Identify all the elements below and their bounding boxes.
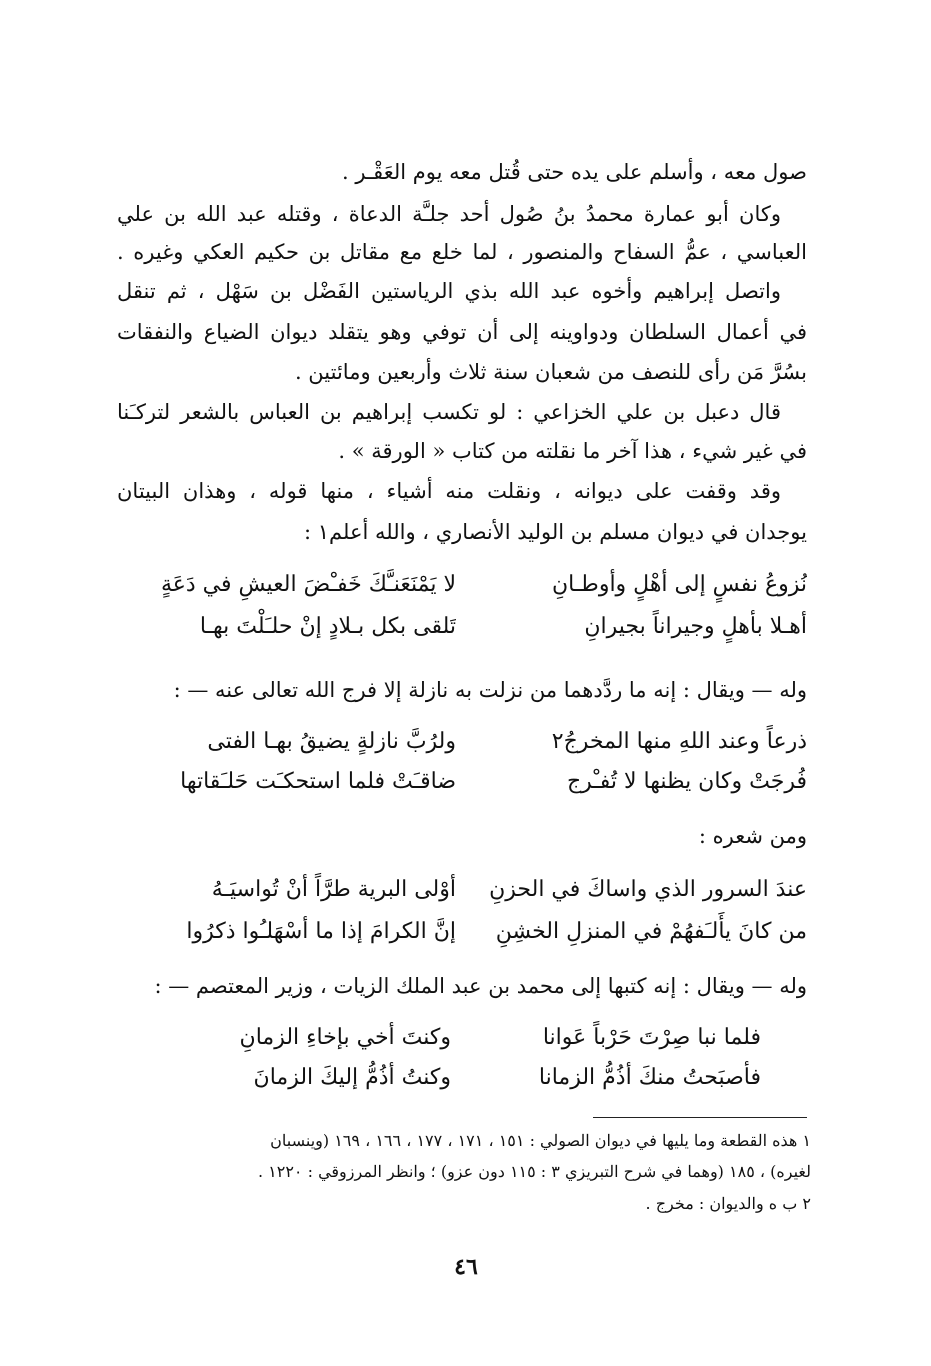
footnote-line: ١ هذه القطعة وما يليها في ديوان الصولي : ١٥١ ، ١٧١ ، ١٧٧ ، ١٦٦ ، ١٦٩ (وينسبان [270, 1131, 811, 1150]
verse-introduction: ومن شعره : [698, 824, 807, 848]
verse-first-hemistich: إنَّ الكرامَ إذا ما أسْهَلـُوا ذكرُوا [186, 919, 456, 944]
verse-second-hemistich: أهـلا بأهلٍ وجيراناً بجيرانِ [584, 614, 807, 639]
verse-introduction: وله — ويقال : إنه ما ردَّدهما من نزلت به نازلة إلا فرج الله تعالى عنه — : [173, 678, 807, 702]
body-line: وقد وقفت على ديوانه ، ونقلت منه أشياء ، منها قوله ، وهذان البيتان [117, 479, 781, 503]
footnote-separator [593, 1117, 807, 1118]
body-line: بسُرَّ مَن رأى للنصف من شعبان سنة ثلاث وأربعين ومائتين . [294, 360, 807, 384]
verse-first-hemistich: لا يَمْنَعَنـَّكَ خَفـْضَ العيشِ في دَعَةٍ [160, 572, 456, 597]
verse-second-hemistich: فأصبَحتُ منكَ أذُمُّ الزمانا [538, 1065, 761, 1090]
verse-second-hemistich: فلما نبا صِرْتَ حَرْباً عَوانا [542, 1025, 761, 1050]
verse-first-hemistich: أوْلى البرية طرَّاً أنْ تُواسيَـهُ [211, 877, 456, 902]
page-number: ٤٦ [454, 1254, 478, 1280]
body-line: يوجدان في ديوان مسلم بن الوليد الأنصاري ، والله أعلم١ : [303, 520, 807, 544]
footnote-line: ٢ ب ه والديوان : مخرج . [645, 1194, 811, 1213]
verse-introduction: وله — ويقال : إنه كتبها إلى محمد بن عبد الملك الزيات ، وزير المعتصم — : [154, 974, 807, 998]
body-line: وكان أبو عمارة محمدُ بنُ صُول أحد جلـَّة الدعاة ، وقتله عبد الله بن علي [117, 202, 781, 226]
body-line: واتصل إبراهيم وأخوه عبد الله بذي الرياستين الفَضْل بن سَهْل ، ثم تنقل [117, 279, 781, 303]
verse-second-hemistich: من كانَ يأَلـَفهُمْ في المنزلِ الخشِنِ [495, 919, 807, 944]
verse-first-hemistich: تَلقى بكل بـلادٍ إنْ حلـَلْتَ بهـا [199, 614, 456, 639]
verse-first-hemistich: ولرُبَّ نازلةٍ يضيقُ بهـا الفتى [207, 729, 456, 754]
body-line: في أعمال السلطان ودواوينه إلى أن توفي وهو يتقلد ديوان الضياع والنفقات [117, 320, 807, 344]
verse-first-hemistich: وكنتُ أذُمُّ إليكَ الزمانَ [253, 1065, 451, 1090]
body-line: العباسي ، عمُّ السفاح والمنصور ، لما خلع مع مقاتل بن حكيم العكي وغيره . [117, 240, 807, 264]
verse-second-hemistich: فُرجَتْ وكان يظنها لا تُفـْرج [566, 769, 807, 794]
verse-second-hemistich: عندَ السرور الذي واساكَ في الحزنِ [489, 877, 807, 902]
footnote-line: لغيره) ، ١٨٥ (وهما في شرح التبريزي ٣ : ١١٥ دون عزو) ؛ وانظر المرزوقي : ١٢٢٠ . [257, 1162, 811, 1181]
verse-second-hemistich: نُزوعُ نفسٍ إلى أهْلٍ وأوطـانِ [552, 572, 807, 597]
verse-first-hemistich: ضاقـَتْ فلما استحكـَت حَلـَقاتها [180, 769, 456, 794]
verse-second-hemistich: ذرعاً وعند اللهِ منها المخرجُ٢ [551, 729, 807, 754]
verse-first-hemistich: وكنتَ أخي بإخاءِ الزمانِ [239, 1025, 451, 1050]
body-line: صول معه ، وأسلم على يده حتى قُتل معه يوم العَقْـر . [342, 160, 807, 184]
body-line: قال دعبل بن علي الخزاعي : لو تكسب إبراهيم بن العباس بالشعر لتركـَنا [117, 400, 781, 424]
body-line: في غير شيء ، هذا آخر ما نقلته من كتاب « الورقة » . [338, 439, 807, 463]
